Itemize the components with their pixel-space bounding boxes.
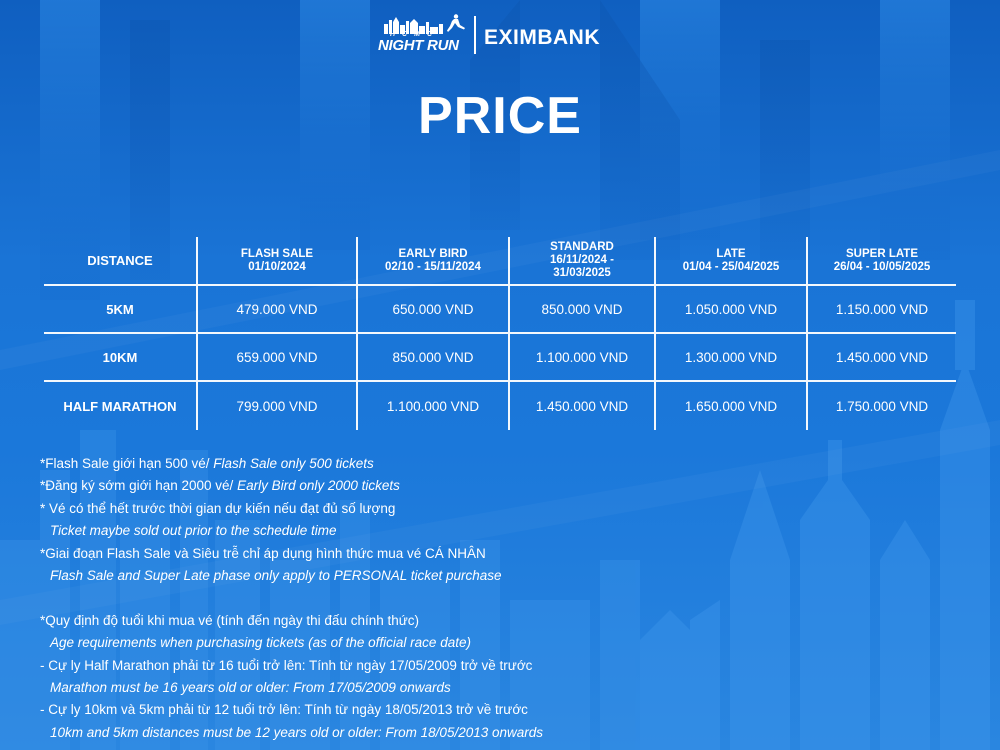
price-cell: 1.100.000 VND [358, 382, 510, 430]
price-cell: 1.050.000 VND [656, 286, 808, 332]
night-run-logo [378, 12, 470, 56]
note-personal-en: Flash Sale and Super Late phase only apply to PERSONAL ticket purchase [50, 567, 502, 583]
price-cell: 1.750.000 VND [835, 398, 929, 414]
price-cell: 1.450.000 VND [835, 349, 929, 365]
row-distance: 10KM [44, 334, 198, 380]
row-distance: 5KM [44, 286, 198, 332]
note-early-bird-limit: *Đăng ký sớm giới hạn 2000 vé/ Early Bird only 2000 tickets [40, 478, 400, 494]
price-cell: 1.300.000 VND [656, 334, 808, 380]
price-cell: 1.150.000 VND [835, 301, 929, 317]
price-cell: 850.000 VND [510, 286, 656, 332]
price-cell: 650.000 VND [358, 286, 510, 332]
page-title: PRICE [418, 87, 582, 145]
table-row [44, 286, 956, 334]
note-10km-5km-age-vi: - Cự ly 10km và 5km phải từ 12 tuổi trở lên: Tính từ ngày 18/05/2013 trở về trước [40, 702, 528, 718]
price-cell: 799.000 VND [198, 382, 358, 430]
note-spacer [40, 587, 680, 609]
price-cell: 1.650.000 VND [656, 382, 808, 430]
table-header-row [44, 237, 956, 286]
note-10km-5km-age-en: 10km and 5km distances must be 12 years old or older: From 18/05/2013 onwards [50, 724, 544, 740]
price-cell: 659.000 VND [198, 334, 358, 380]
price-cell: 1.450.000 VND [510, 382, 656, 430]
price-cell: 1.100.000 VND [510, 334, 656, 380]
price-cell: 850.000 VND [358, 334, 510, 380]
header-late: LATE 01/04 - 25/04/2025 [656, 237, 808, 284]
header-logos [0, 12, 1000, 56]
row-distance: HALF MARATHON [44, 382, 198, 430]
night-run-city-label: HCMC [390, 31, 439, 38]
notes-section [40, 453, 680, 744]
header-distance: DISTANCE [44, 237, 198, 284]
header-flash-sale: FLASH SALE 01/10/2024 [198, 237, 358, 284]
eximbank-logo: EXIMBANK [484, 26, 601, 49]
table-row [44, 334, 956, 382]
note-age-en: Age requirements when purchasing tickets (as of the official race date) [50, 635, 471, 651]
header-early-bird: EARLY BIRD 02/10 - 15/11/2024 [358, 237, 510, 284]
note-half-marathon-age-en: Marathon must be 16 years old or older: From 17/05/2009 onwards [50, 679, 451, 695]
note-flash-sale-limit: *Flash Sale giới hạn 500 vé/ Flash Sale only 500 tickets [40, 456, 374, 471]
table-row [44, 382, 956, 430]
note-half-marathon-age-vi: - Cự ly Half Marathon phải từ 16 tuổi trở lên: Tính từ ngày 17/05/2009 trở về trước [40, 657, 533, 673]
note-personal-vi: *Giai đoạn Flash Sale và Siêu trễ chỉ áp dụng hình thức mua vé CÁ NHÂN [40, 545, 486, 561]
price-table [44, 237, 956, 430]
logo-divider [474, 16, 476, 54]
note-sold-out-en: Ticket maybe sold out prior to the schedule time [50, 523, 337, 539]
note-sold-out-vi: * Vé có thể hết trước thời gian dự kiến nếu đạt đủ số lượng [40, 500, 396, 516]
note-age-vi: *Quy định độ tuổi khi mua vé (tính đến ngày thi đấu chính thức) [40, 612, 420, 628]
header-standard: STANDARD 16/11/2024 - 31/03/2025 [510, 237, 656, 284]
header-super-late: SUPER LATE 26/04 - 10/05/2025 [833, 247, 931, 273]
price-cell: 479.000 VND [198, 286, 358, 332]
night-run-wordmark: NIGHT RUN [378, 37, 459, 54]
